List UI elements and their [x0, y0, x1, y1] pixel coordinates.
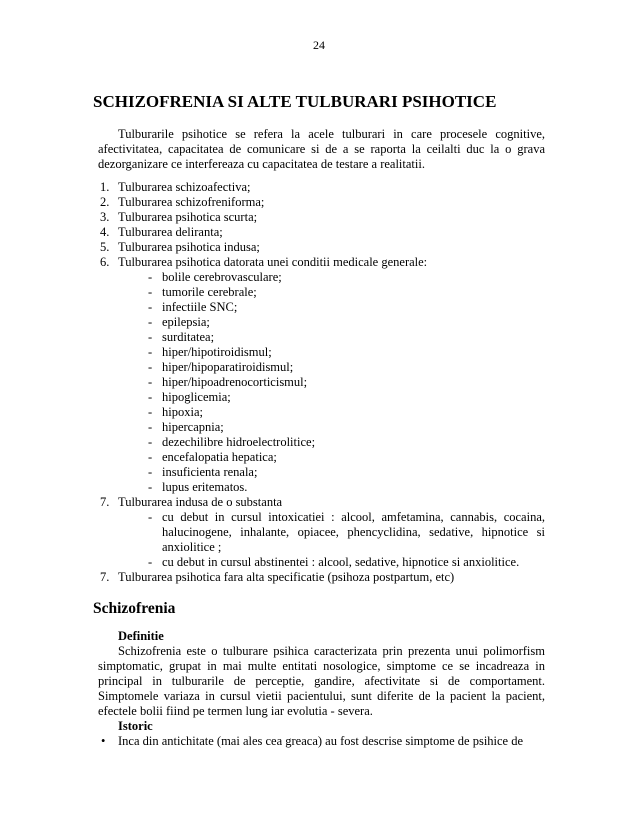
- intro-paragraph: Tulburarile psihotice se refera la acele tulburari in care procesele cognitive, afectivitatea, capacitatea de comunicare si de a se raporta la ceilalti duc la o grava dezorganizare ce interfereaza cu capacitatea de testare a realitatii.: [98, 127, 545, 171]
- list-item: [98, 195, 545, 210]
- sub-item: [98, 465, 545, 480]
- dash-marker: -: [148, 420, 153, 434]
- dash-marker: -: [148, 390, 153, 404]
- dash-marker: -: [148, 330, 153, 344]
- list-text: Tulburarea psihotica fara alta specificatie (psihoza postpartum, etc): [118, 570, 455, 584]
- disorders-list: [98, 180, 545, 585]
- list-number: 7.: [100, 570, 110, 584]
- list-number: 1.: [100, 180, 110, 194]
- sub-item: [98, 390, 545, 405]
- sub-item: [98, 345, 545, 360]
- bullet-item: [98, 734, 545, 749]
- list-text: Tulburarea psihotica scurta;: [118, 210, 258, 224]
- sub-item: [98, 405, 545, 420]
- sub-item: [98, 510, 545, 555]
- sub-item: [98, 315, 545, 330]
- sub-item-text: hiper/hipotiroidismul;: [162, 345, 272, 359]
- list-text: Tulburarea psihotica datorata unei conditii medicale generale:: [118, 255, 428, 269]
- list-item: [98, 570, 545, 585]
- section-title: Schizofrenia: [93, 600, 176, 617]
- sub-item-text: hipoxia;: [162, 405, 203, 419]
- list-item: [98, 210, 545, 225]
- sub-item-text: dezechilibre hidroelectrolitice;: [162, 435, 316, 449]
- list-text: Tulburarea schizoafectiva;: [118, 180, 251, 194]
- sub-item-text: tumorile cerebrale;: [162, 285, 257, 299]
- sub-item-text: insuficienta renala;: [162, 465, 258, 479]
- sub-item-text: lupus eritematos.: [162, 480, 248, 494]
- dash-marker: -: [148, 270, 153, 284]
- list-number: 2.: [100, 195, 110, 209]
- sub-item-text: hipercapnia;: [162, 420, 224, 434]
- list-number: 4.: [100, 225, 110, 239]
- list-text: Tulburarea schizofreniforma;: [118, 195, 265, 209]
- bullet-icon: •: [101, 734, 106, 748]
- sub-item: [98, 270, 545, 285]
- dash-marker: -: [148, 375, 153, 389]
- list-number: 5.: [100, 240, 110, 254]
- page-number: 24: [313, 38, 325, 52]
- sub-item-text: cu debut in cursul intoxicatiei : alcool, amfetamina, cannabis, cocaina, halucinogene, inhalante, opiacee, phencyclidina, sedative, hipnotice si anxiolitice ;: [162, 510, 545, 554]
- dash-marker: -: [148, 300, 153, 314]
- sub-item-text: hiper/hipoparatiroidismul;: [162, 360, 294, 374]
- dash-marker: -: [148, 315, 153, 329]
- list-number: 6.: [100, 255, 110, 269]
- bullet-text: Inca din antichitate (mai ales cea greaca) au fost descrise simptome de psihice de: [118, 734, 524, 748]
- dash-marker: -: [148, 480, 153, 494]
- dash-marker: -: [148, 510, 153, 524]
- list-item: [98, 225, 545, 240]
- sub-item: [98, 450, 545, 465]
- dash-marker: -: [148, 285, 153, 299]
- list-item: [98, 180, 545, 195]
- sub-item: [98, 285, 545, 300]
- list-text: Tulburarea psihotica indusa;: [118, 240, 260, 254]
- list-text: Tulburarea deliranta;: [118, 225, 223, 239]
- list-text: Tulburarea indusa de o substanta: [118, 495, 283, 509]
- istoric-heading: Istoric: [118, 719, 153, 733]
- schizofrenia-section: [98, 629, 545, 749]
- sub-item-text: bolile cerebrovasculare;: [162, 270, 282, 284]
- sub-item: [98, 555, 545, 570]
- dash-marker: -: [148, 450, 153, 464]
- sub-item: [98, 420, 545, 435]
- sub-item: [98, 330, 545, 345]
- sub-item: [98, 375, 545, 390]
- sub-item-text: cu debut in cursul abstinentei : alcool, sedative, hipnotice si anxiolitice.: [162, 555, 520, 569]
- sub-item-text: hipoglicemia;: [162, 390, 231, 404]
- sub-item-text: encefalopatia hepatica;: [162, 450, 277, 464]
- chapter-title: SCHIZOFRENIA SI ALTE TULBURARI PSIHOTICE: [93, 92, 497, 111]
- dash-marker: -: [148, 465, 153, 479]
- sub-item: [98, 360, 545, 375]
- definitie-paragraph: Schizofrenia este o tulburare psihica caracterizata prin prezenta unui polimorfism simptomatic, grupat in mai multe entitati nosologice, simptome ce se incadreaza in principal in tulburarile de perceptie, gandire, afectivitate si de comportament. Simptomele variaza in cursul vietii pacientului, sunt diferite de la pacient la pacient, efectele bolii fiind pe termen lung iar evolutia - severa.: [98, 644, 545, 718]
- sub-item: [98, 300, 545, 315]
- list-item: [98, 495, 545, 510]
- sub-item: [98, 480, 545, 495]
- sub-item-text: surditatea;: [162, 330, 215, 344]
- definitie-heading: Definitie: [118, 629, 164, 643]
- dash-marker: -: [148, 555, 153, 569]
- dash-marker: -: [148, 360, 153, 374]
- list-item: [98, 255, 545, 270]
- dash-marker: -: [148, 405, 153, 419]
- sub-item-text: hiper/hipoadrenocorticismul;: [162, 375, 308, 389]
- sub-item: [98, 435, 545, 450]
- list-item: [98, 240, 545, 255]
- list-number: 3.: [100, 210, 110, 224]
- list-number: 7.: [100, 495, 110, 509]
- dash-marker: -: [148, 345, 153, 359]
- sub-item-text: epilepsia;: [162, 315, 210, 329]
- sub-item-text: infectiile SNC;: [162, 300, 238, 314]
- dash-marker: -: [148, 435, 153, 449]
